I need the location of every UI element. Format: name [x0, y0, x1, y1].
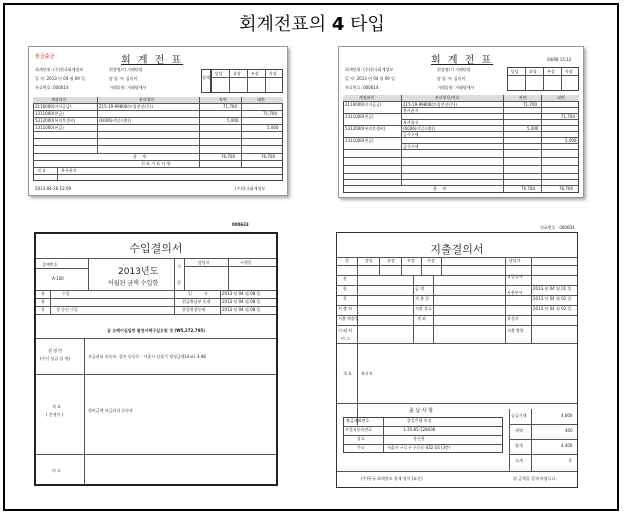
voucher-title: 회 계 전 표	[121, 55, 184, 66]
approve-label: 결재	[202, 75, 210, 80]
amount-line: 금 오백이십일만 팔천이백구십오원 정 (₩5,272,795)	[107, 328, 205, 333]
voucher-tag: 현금출금	[35, 54, 55, 60]
voucher-1: 현금출금 회 계 전 표 회계단위: (주)한국회계정보 일 자: 2013 년 04 월 09 일 자료번호: 000614 현장명/거 거래단위 담 당 자: 김미미 거래종합: 거래명세서 결재 담당 과장 부장 사장 계정과목 관리항목 차변 대변 2116000(미지급금) 215-19-99800(토림전선(주)) 71,700 1311000(현금) 71,700 5312000(복리후생비) (6006(비밀지출)) 5,000 1311000(현금) 5,000 합 계 76,700 76,700 전 표 기 표 사 항 적 요 복사용지 2013-04-26 12:09 (주)한국회계정보	[28, 46, 288, 196]
expense-title: 지출결의서	[430, 243, 484, 256]
page-title: 회계전표의 4 타입	[239, 14, 385, 35]
income-code: 000633	[232, 222, 249, 227]
sub-title: 출 납 사 항	[409, 408, 434, 414]
voucher-title: 회 계 전 표	[431, 55, 494, 66]
expense-resolution: 지출결의서 결 담당 과장 부장 사장 담당자 작성일자 사용부서 관 항 목 지 출 처 지출 예정일 거 래 처 비 고 금 액 지 출 일 지출 장소 계 좌 작성자 지출 방법 2013 년 04 월 01 일 2013 년 04 월 01 일 2013 년 04 월 02 일 적 요 복사지 출 납 사 항 출금계좌번호 한일은행 통장 사업자등록번호 1-35-85-128436 상호 통신용 주소 서울시 구로구 구로동 432-16 (3층) 공급가액 4,000 세액 400 합계 4,400 소계 0 (주)한국 회계정보 결재 양식 [표준] 위 금액을 결재 바랍니다.	[336, 232, 578, 488]
income-resolution: 수입결의서 결재번호 A-100 2013년도 이월된 금액 수입항 기 결 담당자 시행일 관 수입 일 자 2013 년 04 월 08 일 항 현금출납부 등재 2013 년 04 월 08 일 목 성 중인 수입 총괄원장등재 2013 년 04 월 08 일 금 오백이십일만 팔천이백구십오원 정 (₩5,272,795) 설 명 란 (주신 상급 설 명) 자금관리 등등록, 결산 등등등 - 서울시 상장기 정정금액(표조) 3-48 적 요 ( 산정이 ) 정비금액 자금관리 등등록 비 고	[34, 232, 278, 486]
expense-code: 전표번호 : 000604	[540, 225, 575, 230]
income-title: 수입결의서	[129, 242, 183, 255]
voucher-2: 회 계 전 표 04/08 15:12 회계단위: (주)한국회계정보 일 자: 2013 년 04 월 09 일 자료번호: 000614 현장명/거 거래단위 담 당 자: 김미미 거래종합: 거래명세서 담당 과장 부장 사장 계정과목 관리항목/적요 차변 대변 2116000(미지급금) 215-19-99800(토림전선(주)) 71,700 복사용지 1311000(현금) 71,700 복사용지 5312000(복리후생비) (6006(비밀지출)) 5,000 금식구매 1311000(현금) 5,000 금식구매 합 계 76,700 76,700	[338, 46, 584, 198]
